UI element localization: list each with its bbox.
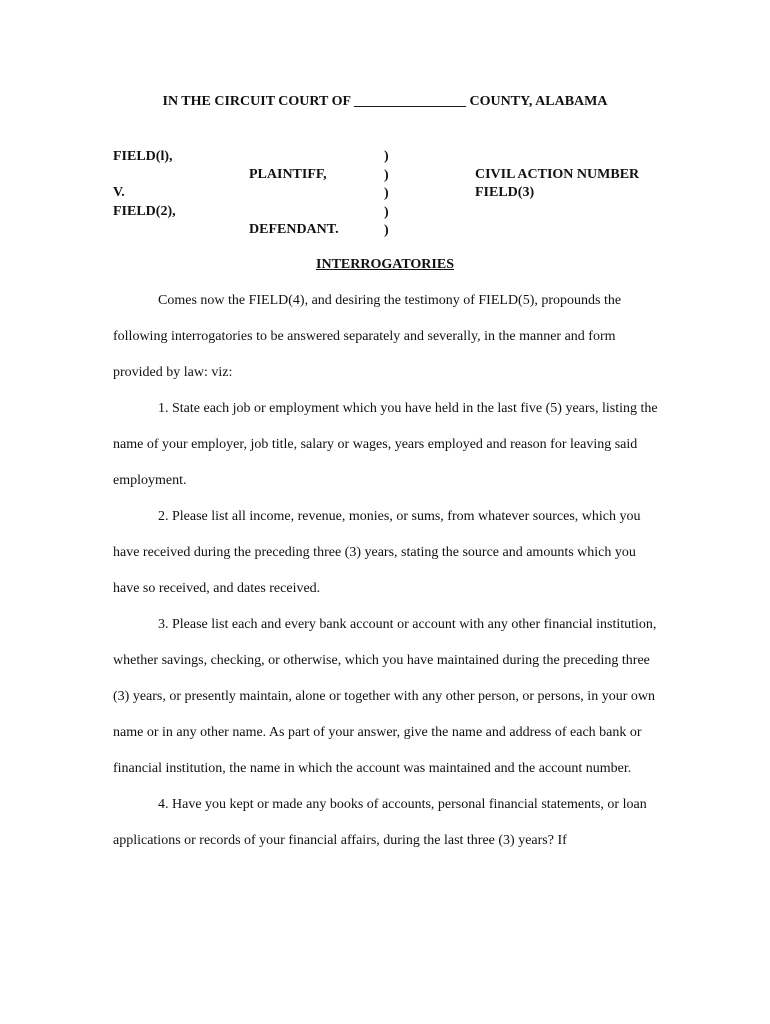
- intro-paragraph: Comes now the FIELD(4), and desiring the testimony of FIELD(5), propounds the following interrogatories to be answered separately and severally, in the manner and form provided by law: viz:: [113, 293, 622, 380]
- defendant-label: DEFENDANT.: [249, 222, 339, 237]
- caption-paren: ): [384, 149, 389, 164]
- interrogatory-4: 4. Have you kept or made any books of accounts, personal financial statements, or loan applications or records of your financial affairs, during the last three (3) years? If: [113, 797, 647, 848]
- caption-paren: ): [384, 186, 389, 201]
- interrogatory-3: 3. Please list each and every bank account or account with any other financial institution, whether savings, checking, or otherwise, which you have maintained during the preceding three (3) years, or presently maintain, alone or together with any other person, or persons, in your own name or in any other name. As part of your answer, give the name and address of each bank or financial institution, the name in which the account was maintained and the account number.: [113, 617, 657, 776]
- interrogatory-2: 2. Please list all income, revenue, monies, or sums, from whatever sources, which you have received during the preceding three (3) years, stating the source and amounts which you have so received, and dates received.: [113, 509, 641, 596]
- plaintiff-label: PLAINTIFF,: [249, 167, 327, 182]
- caption-paren: ): [384, 167, 389, 183]
- document-title: INTERROGATORIES: [316, 257, 454, 272]
- caption-paren: ): [384, 223, 389, 238]
- interrogatory-1: 1. State each job or employment which you have held in the last five (5) years, listing the name of your employer, job title, salary or wages, years employed and reason for leaving said employment.: [113, 401, 658, 488]
- defendant-field: FIELD(2),: [113, 204, 176, 219]
- court-heading: IN THE CIRCUIT COURT OF ________________ COUNTY, ALABAMA: [162, 94, 608, 109]
- plaintiff-field: FIELD(l),: [113, 149, 173, 164]
- case-number-label: CIVIL ACTION NUMBER: [475, 167, 640, 182]
- caption-paren: ): [384, 204, 389, 220]
- caption-divider: [384, 148, 389, 241]
- versus-label: V.: [113, 185, 125, 200]
- case-number-field: FIELD(3): [475, 185, 535, 200]
- document-body: [113, 283, 663, 859]
